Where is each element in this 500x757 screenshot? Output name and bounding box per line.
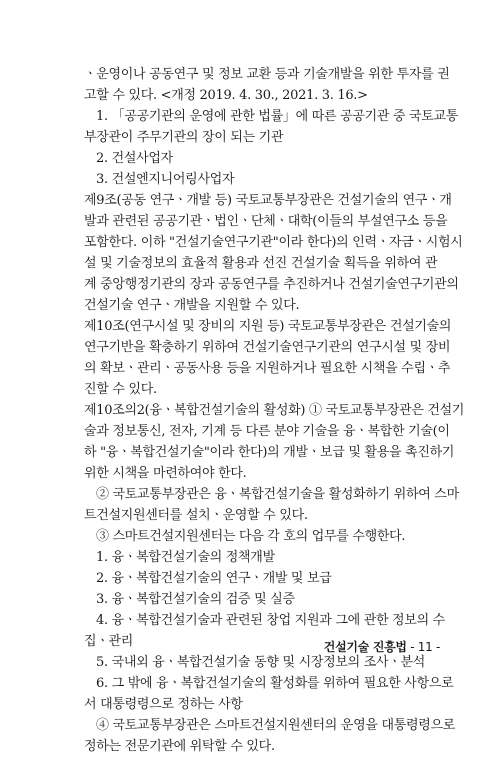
article-9-heading: 제9조(공동 연구ㆍ개발 등) 국토교통부장관은 건설기술의 연구ㆍ개 (84, 193, 452, 208)
list-item: 4. 융ㆍ복합건설기술과 관련된 창업 지원과 그에 관한 정보의 수 (96, 613, 445, 628)
footer-page-number: - 11 - (410, 640, 440, 654)
text-line: 의 확보ㆍ관리ㆍ공동사용 등을 지원하거나 필요한 시책을 수립ㆍ추 (84, 361, 451, 376)
footer-book-title: 건설기술 진흥법 (323, 640, 407, 654)
list-item: 5. 국내외 융ㆍ복합건설기술 동향 및 시장정보의 조사ㆍ분석 (96, 655, 425, 670)
article-10-2-heading: 제10조의2(융ㆍ복합건설기술의 활성화) ① 국토교통부장관은 건설기 (84, 403, 465, 418)
text-line: 술과 정보통신, 전자, 기계 등 다른 분야 기술을 융ㆍ복합한 기술(이 (84, 424, 450, 439)
text-line: 연구기반을 확충하기 위하여 건설기술연구기관의 연구시설 및 장비 (84, 340, 451, 355)
list-item: 3. 융ㆍ복합건설기술의 검증 및 실증 (96, 592, 295, 607)
text-line: 1. 「공공기관의 운영에 관한 법률」에 따른 공공기관 중 국토교통 (96, 109, 459, 124)
text-line: ② 국토교통부장관은 융ㆍ복합건설기술을 활성화하기 위하여 스마 (96, 487, 459, 502)
text-line: ④ 국토교통부장관은 스마트건설지원센터의 운영을 대통령령으로 (96, 718, 455, 733)
page-footer (324, 638, 440, 655)
text-line: ③ 스마트건설지원센터는 다음 각 호의 업무를 수행한다. (96, 529, 406, 544)
text-line: 집ㆍ관리 (84, 634, 134, 649)
text-line: 발과 관련된 공공기관ㆍ법인ㆍ단체ㆍ대학(이들의 부설연구소 등을 (84, 214, 448, 229)
list-item: 6. 그 밖에 융ㆍ복합건설기술의 활성화를 위하여 필요한 사항으로 (96, 676, 454, 691)
text-line: 하 "융ㆍ복합건설기술"이라 한다)의 개발ㆍ보급 및 활용을 촉진하기 (84, 445, 455, 460)
text-line: 2. 건설사업자 (96, 151, 173, 166)
article-10-heading: 제10조(연구시설 및 장비의 지원 등) 국토교통부장관은 건설기술의 (84, 319, 452, 334)
text-line: 계 중앙행정기관의 장과 공동연구를 추진하거나 건설기술연구기관의 (84, 277, 459, 292)
text-line: 3. 건설엔지니어링사업자 (96, 172, 235, 187)
text-line: 부장관이 주무기관의 장이 되는 기관 (84, 130, 284, 145)
text-line: 설 및 기술정보의 효율적 활용과 선진 건설기술 획득을 위하여 관 (84, 256, 438, 271)
text-line: ㆍ운영이나 공동연구 및 정보 교환 등과 기술개발을 위한 투자를 권 (84, 67, 450, 82)
text-line: 정하는 전문기관에 위탁할 수 있다. (84, 739, 275, 754)
text-line: 트건설지원센터를 설치ㆍ운영할 수 있다. (84, 508, 308, 523)
text-line: 진할 수 있다. (84, 382, 157, 397)
list-item: 1. 융ㆍ복합건설기술의 정책개발 (96, 550, 275, 565)
text-line: 서 대통령령으로 정하는 사항 (84, 697, 243, 712)
text-line: 건설기술 연구ㆍ개발을 지원할 수 있다. (84, 298, 300, 313)
text-line: 위한 시책을 마련하여야 한다. (84, 466, 247, 481)
text-line: 포함한다. 이하 "건설기술연구기관"이라 한다)의 인력ㆍ자금ㆍ시험시 (84, 235, 463, 250)
list-item: 2. 융ㆍ복합건설기술의 연구ㆍ개발 및 보급 (96, 571, 332, 586)
text-line: 고할 수 있다. <개정 2019. 4. 30., 2021. 3. 16.> (84, 88, 368, 103)
